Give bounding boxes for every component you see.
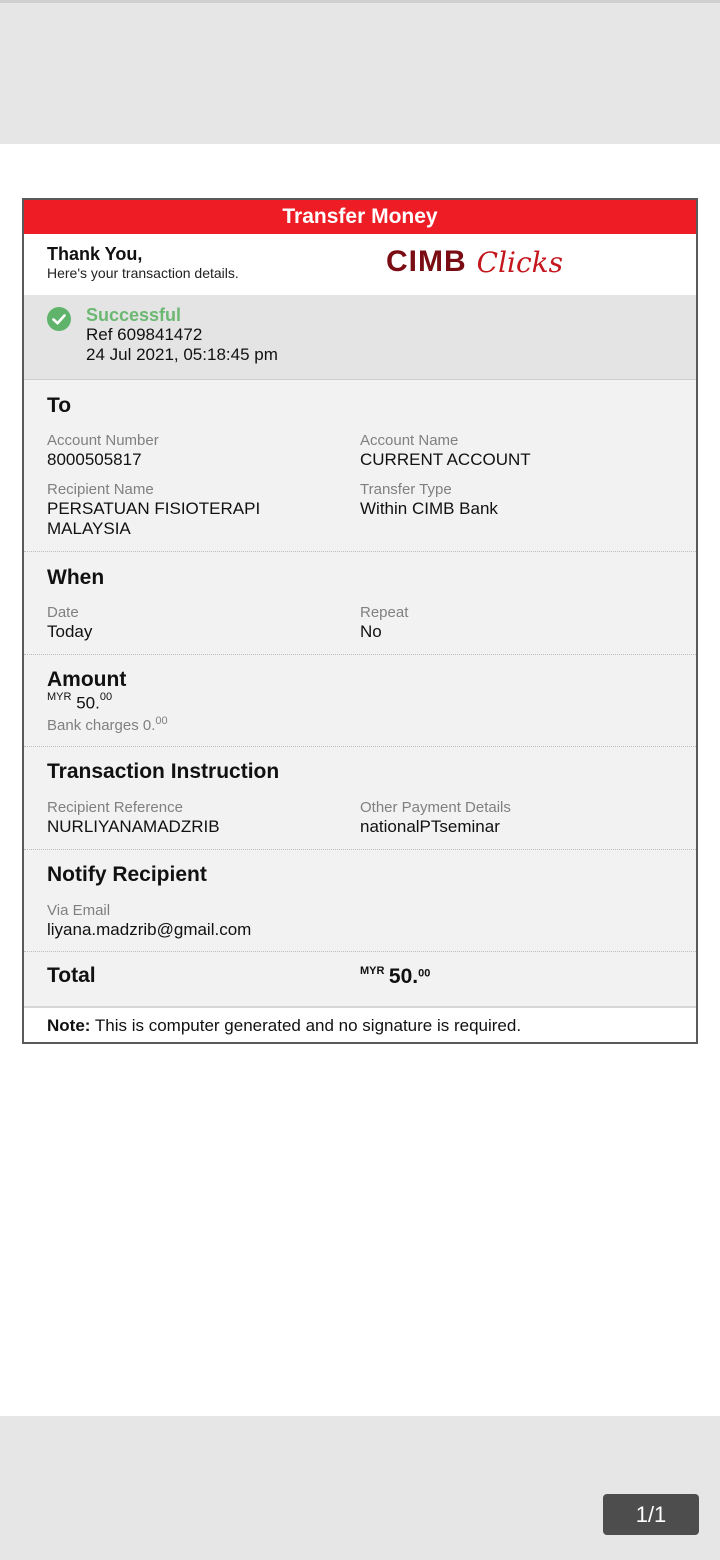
section-title-to: To — [47, 394, 72, 417]
section-notify — [24, 850, 696, 952]
account-number-label: Account Number — [47, 432, 159, 449]
section-title-when: When — [47, 566, 105, 589]
receipt-header — [24, 200, 696, 234]
section-when — [24, 552, 696, 655]
date-value: Today — [47, 622, 93, 641]
amount-whole: 50. — [76, 693, 100, 713]
note-prefix: Note: — [47, 1016, 91, 1035]
repeat-value: No — [360, 622, 382, 641]
total-label: Total — [47, 964, 96, 987]
repeat-label: Repeat — [360, 604, 409, 621]
status-text — [86, 305, 278, 365]
account-name-value: CURRENT ACCOUNT — [360, 450, 531, 469]
status-label: Successful — [86, 305, 182, 325]
section-to — [24, 380, 696, 552]
receipt-title: Transfer Money — [282, 205, 438, 228]
section-title-notify: Notify Recipient — [47, 863, 207, 886]
viewer-top-bar — [0, 0, 720, 144]
section-instruction — [24, 747, 696, 850]
thanks-title: Thank You, — [47, 244, 143, 264]
page-indicator-text: 1/1 — [635, 1501, 667, 1527]
other-payment-details-value: nationalPTseminar — [360, 817, 500, 836]
total-value — [360, 965, 430, 989]
details-body — [24, 380, 696, 1006]
recipient-name-line1: PERSATUAN FISIOTERAPI — [47, 499, 261, 518]
bank-charges-cents: 00 — [155, 715, 168, 727]
recipient-reference-label: Recipient Reference — [47, 799, 183, 816]
total-whole: 50. — [388, 965, 419, 988]
section-title-instruction: Transaction Instruction — [47, 760, 280, 783]
transfer-type-value: Within CIMB Bank — [360, 499, 498, 518]
total-currency: MYR — [360, 965, 385, 977]
bank-charges-text: Bank charges 0. — [47, 717, 156, 734]
cimb-clicks-logo — [386, 244, 563, 280]
amount-value — [47, 693, 112, 714]
logo-secondary: Clicks — [476, 245, 564, 279]
note-text: This is computer generated and no signature is required. — [90, 1016, 522, 1035]
recipient-email: liyana.madzrib@gmail.com — [47, 920, 252, 939]
account-name-label: Account Name — [360, 432, 459, 449]
amount-cents: 00 — [99, 691, 113, 703]
date-label: Date — [47, 604, 79, 621]
via-email-label: Via Email — [47, 902, 111, 919]
section-amount — [24, 655, 696, 747]
thanks-subtitle: Here's your transaction details. — [47, 265, 239, 281]
page-indicator — [603, 1494, 699, 1535]
reference-number: Ref 609841472 — [86, 325, 203, 344]
recipient-reference-value: NURLIYANAMADZRIB — [47, 817, 220, 836]
recipient-name-label: Recipient Name — [47, 481, 154, 498]
transfer-type-label: Transfer Type — [360, 481, 452, 498]
other-payment-details-label: Other Payment Details — [360, 799, 511, 816]
thanks-block — [47, 244, 239, 282]
total-cents: 00 — [418, 967, 431, 980]
viewer-bottom-bar — [0, 1416, 720, 1560]
recipient-name-line2: MALAYSIA — [47, 519, 131, 538]
transaction-receipt — [22, 198, 698, 1044]
transaction-datetime: 24 Jul 2021, 05:18:45 pm — [86, 345, 278, 364]
success-check-icon — [47, 307, 71, 331]
bank-charges — [47, 715, 168, 734]
status-band — [24, 295, 696, 380]
amount-currency: MYR — [47, 691, 72, 703]
section-title-amount: Amount — [47, 668, 127, 691]
account-number-value: 8000505817 — [47, 450, 142, 469]
section-total — [24, 952, 696, 1006]
footer-note — [24, 1006, 696, 1042]
logo-primary: CIMB — [386, 245, 467, 278]
